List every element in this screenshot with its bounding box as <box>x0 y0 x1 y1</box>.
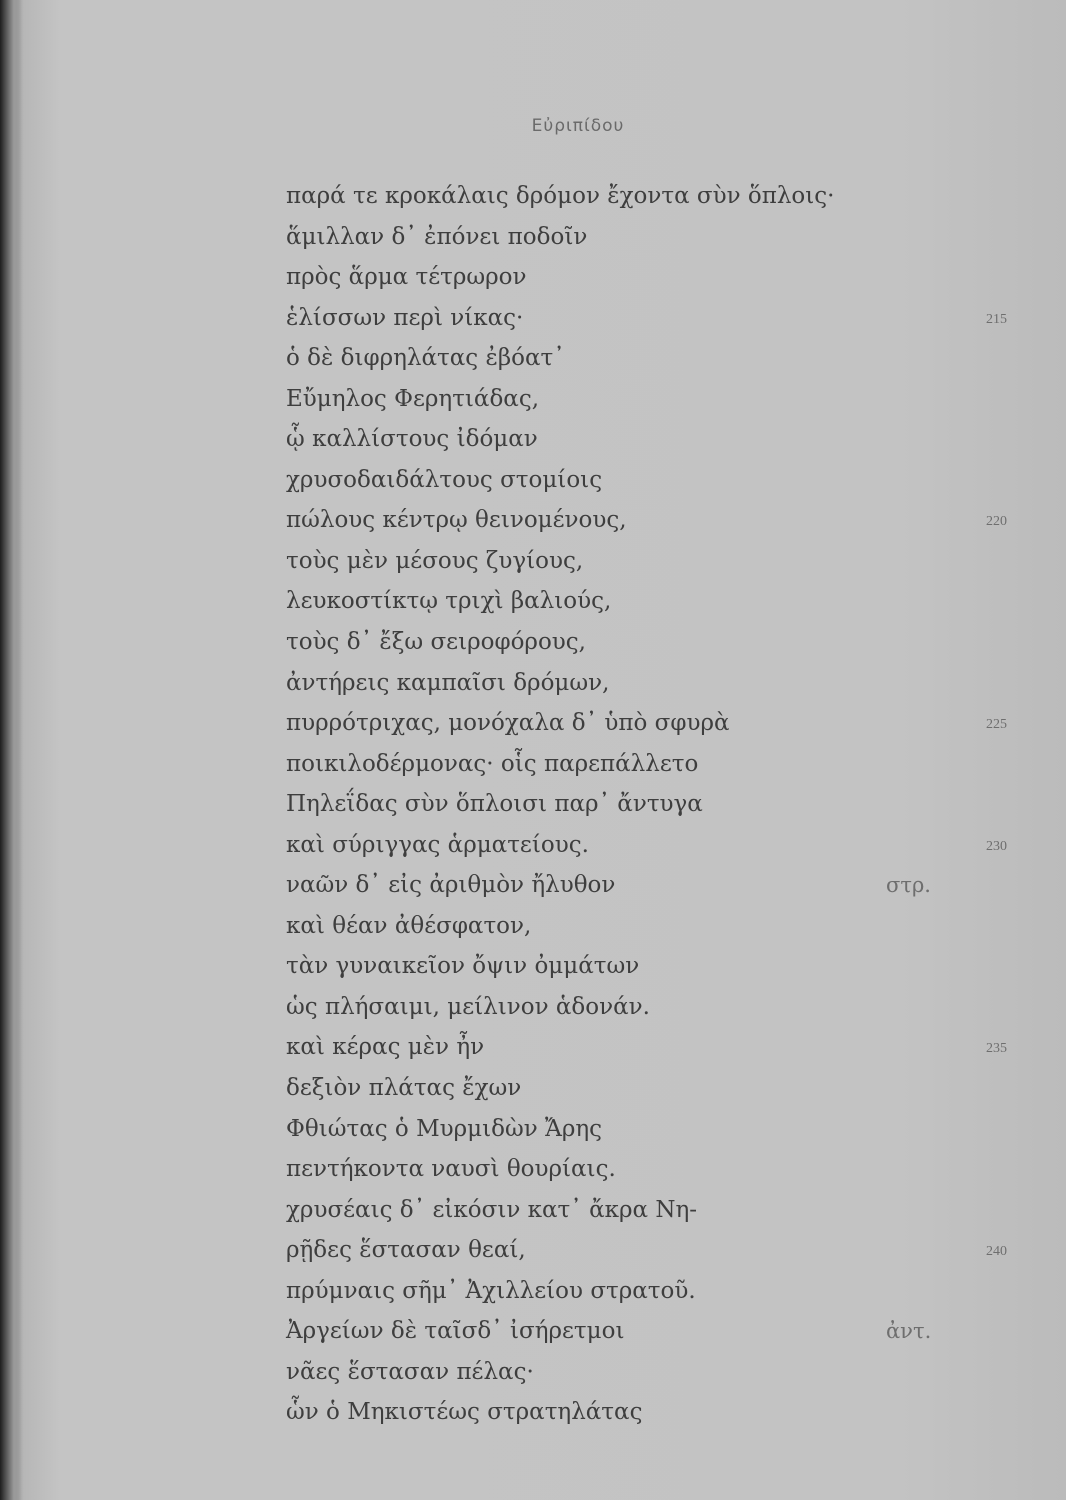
verse-line <box>286 1190 1006 1231</box>
verse-line-text: δεξιὸν πλάτας ἔχων <box>286 1075 522 1102</box>
verse-line <box>286 825 1006 866</box>
line-number: 235 <box>986 1041 1007 1057</box>
verse-line <box>286 1230 1006 1271</box>
verse-line-text: λευκοστίκτῳ τριχὶ βαλιούς, <box>286 588 612 615</box>
verse-line-text: Ἀργείων δὲ ταῖσδ᾽ ἰσήρετμοι <box>286 1318 625 1345</box>
verse-line <box>286 1271 1006 1312</box>
running-head: Εὐριπίδου <box>531 116 625 136</box>
verse-line-text: ὁ δὲ διφρηλάτας ἐβόατ᾽ <box>286 345 565 372</box>
verse-line <box>286 298 1006 339</box>
verse-line-text: τοὺς μὲν μέσους ζυγίους, <box>286 547 584 574</box>
verse-line <box>286 217 1006 258</box>
verse-line-text: καὶ κέρας μὲν ἦν <box>286 1034 485 1061</box>
verse-line <box>286 379 1006 420</box>
verse-line <box>286 784 1006 825</box>
verse-line <box>286 1109 1006 1150</box>
verse-line-text: Εὔμηλος Φερητιάδας, <box>286 385 540 412</box>
verse-line-text: καὶ σύριγγας ἁρματείους. <box>286 831 589 858</box>
strophe-marker: στρ. <box>886 873 931 898</box>
verse-line <box>286 257 1006 298</box>
verse-line-text: πώλους κέντρῳ θεινομένους, <box>286 507 627 534</box>
verse-line <box>286 946 1006 987</box>
verse-line <box>286 500 1006 541</box>
verse-line-text: ὡς πλήσαιμι, μείλινον ἁδονάν. <box>286 993 650 1020</box>
line-number: 215 <box>986 311 1007 327</box>
line-number: 225 <box>986 717 1007 733</box>
strophe-marker: ἀντ. <box>886 1319 932 1344</box>
verse-line-text: ᾧ καλλίστους ἰδόμαν <box>286 426 538 453</box>
verse-line-text: ποικιλοδέρμονας· οἷς παρεπάλλετο <box>286 750 699 777</box>
verse-line-text: πρύμναις σῆμ᾽ Ἀχιλλείου στρατοῦ. <box>286 1277 696 1304</box>
verse-line <box>286 1068 1006 1109</box>
verse-line-text: ἀντήρεις καμπαῖσι δρόμων, <box>286 669 610 696</box>
verse-line-text: πυρρότριχας, μονόχαλα δ᾽ ὑπὸ σφυρὰ <box>286 710 730 737</box>
verse-line <box>286 987 1006 1028</box>
verse-line-text: Φθιώτας ὁ Μυρμιδὼν Ἄρης <box>286 1115 603 1142</box>
verse-line <box>286 176 1006 217</box>
verse-line-text: ἅμιλλαν δ᾽ ἐπόνει ποδοῖν <box>286 223 588 250</box>
verse-line <box>286 460 1006 501</box>
verse-line-text: καὶ θέαν ἀθέσφατον, <box>286 912 532 939</box>
verse-line <box>286 338 1006 379</box>
verse-line <box>286 1027 1006 1068</box>
verse-line-text: πρὸς ἅρμα τέτρωρον <box>286 264 527 291</box>
verse-line <box>286 1311 1006 1352</box>
line-number: 220 <box>986 514 1007 530</box>
verse-line-text: χρυσέαις δ᾽ εἰκόσιν κατ᾽ ἄκρα Νη- <box>286 1196 698 1223</box>
verse-line <box>286 906 1006 947</box>
verse-line <box>286 744 1006 785</box>
verse-line <box>286 581 1006 622</box>
verse-line-text: ρῇδες ἕστασαν θεαί, <box>286 1237 526 1264</box>
verse-line-text: χρυσοδαιδάλτους στομίοις <box>286 466 603 493</box>
verse-line-text: Πηλεΐδας σὺν ὅπλοισι παρ᾽ ἄντυγα <box>286 791 703 818</box>
verse-line <box>286 541 1006 582</box>
verse-line-text: ὧν ὁ Μηκιστέως στρατηλάτας <box>286 1399 643 1426</box>
verse-line <box>286 1392 1006 1433</box>
verse-line-text: τὰν γυναικεῖον ὄψιν ὀμμάτων <box>286 953 640 980</box>
verse-line-text: τοὺς δ᾽ ἔξω σειροφόρους, <box>286 629 586 656</box>
verse-line <box>286 703 1006 744</box>
verse-line <box>286 865 1006 906</box>
verse-line <box>286 1352 1006 1393</box>
verse-line <box>286 419 1006 460</box>
line-number: 240 <box>986 1244 1007 1260</box>
verse-line-text: παρά τε κροκάλαις δρόμον ἔχοντα σὺν ὅπλοις· <box>286 183 835 209</box>
verse-line-text: πεντήκοντα ναυσὶ θουρίαις. <box>286 1156 616 1183</box>
verse-line-text: ἑλίσσων περὶ νίκας· <box>286 304 524 331</box>
verse-line-text: νᾶες ἕστασαν πέλας· <box>286 1358 534 1385</box>
verse-block <box>286 176 1006 1433</box>
book-spine-shadow <box>0 0 24 1500</box>
verse-line <box>286 1149 1006 1190</box>
line-number: 230 <box>986 838 1007 854</box>
verse-line-text: ναῶν δ᾽ εἰς ἀριθμὸν ἤλυθον <box>286 872 616 899</box>
verse-line <box>286 663 1006 704</box>
verse-line <box>286 622 1006 663</box>
